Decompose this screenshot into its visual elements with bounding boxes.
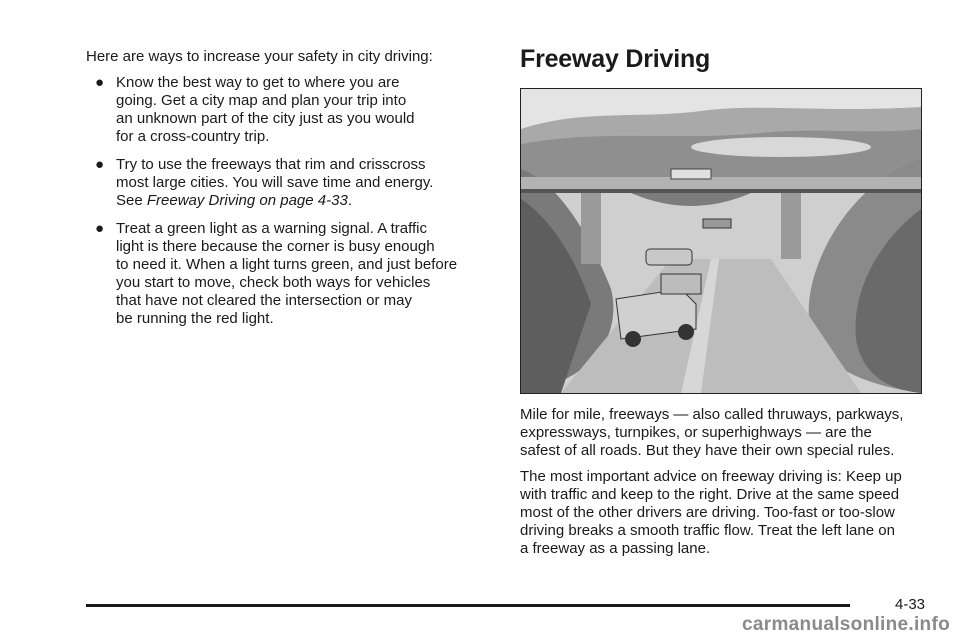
- right-column: [520, 44, 924, 557]
- left-column: [86, 48, 494, 338]
- freeway-paragraph-2: The most important advice on freeway driving is: Keep up with traffic and keep to the right. Drive at the same speed most of the other drivers are driving. Too-fast or too-slow driving breaks a smooth traffic flow. Treat the left lane on a freeway as a passing lane.: [520, 468, 902, 557]
- bullet-icon: ●: [95, 74, 105, 91]
- footer-rule: [86, 604, 850, 607]
- freeway-paragraph-1: Mile for mile, freeways — also called thruways, parkways, expressways, turnpikes, or superhighways — are the safest of all roads. But they have their own special rules.: [520, 406, 904, 459]
- bullet-icon: ●: [95, 156, 105, 173]
- freeway-scene: [521, 89, 921, 393]
- freeway-illustration: [520, 88, 922, 394]
- cross-reference-link[interactable]: Freeway Driving on page 4-33: [146, 192, 348, 209]
- bullet-text: Treat a green light as a warning signal. A traffic light is there because the corner is busy enough to need it. When a light turns green, and just before you start to move, check both ways for vehicles that have not cleared the intersection or may be running the red light.: [116, 220, 458, 327]
- watermark: carmanualsonline.info: [742, 614, 950, 635]
- bullet-text: Try to use the freeways that rim and crisscross most large cities. You will save time and energy. See Freeway Driving on page 4-33.: [116, 156, 434, 209]
- page-number: 4-33: [895, 596, 926, 613]
- bullet-item-2: [86, 156, 494, 210]
- bullet-item-1: [86, 74, 494, 146]
- intro-text: Here are ways to increase your safety in city driving:: [86, 48, 433, 65]
- bullet-item-3: [86, 220, 494, 328]
- section-heading: Freeway Driving: [520, 45, 711, 73]
- bullet-icon: ●: [95, 220, 105, 237]
- bullet-text: Know the best way to get to where you are going. Get a city map and plan your trip into an unknown part of the city just as you would for a cross-country trip.: [116, 74, 415, 145]
